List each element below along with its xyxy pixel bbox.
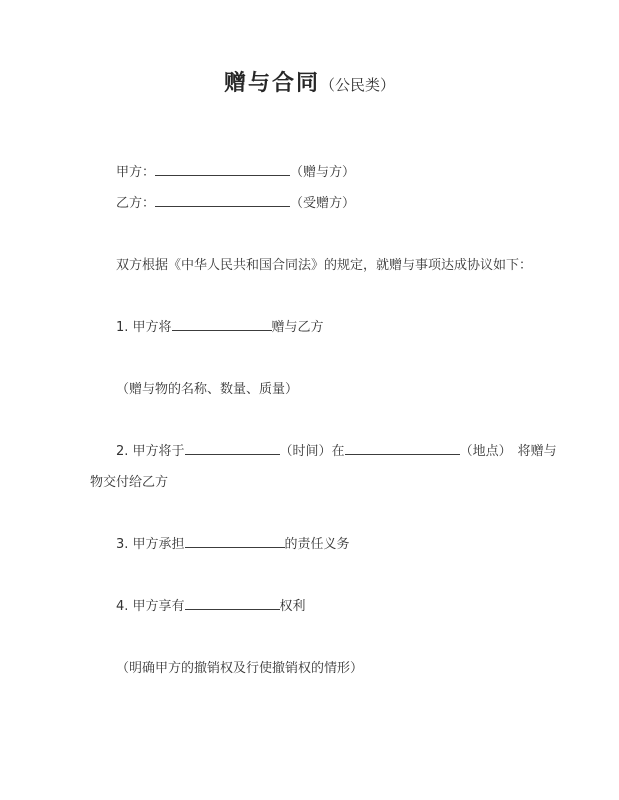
clause-1 — [90, 312, 571, 343]
note-revocation-rights: （明确甲方的撤销权及行使撤销权的情形） — [116, 661, 364, 676]
clause-3 — [90, 529, 571, 560]
clause-3-text-post: 的责任义务 — [284, 537, 350, 552]
party-b-role: （受赠方） — [290, 196, 356, 211]
clause-1-text-pre: 1. 甲方将 — [116, 320, 172, 335]
clause-2-line-1 — [90, 436, 571, 467]
clause-2-text-pre: 2. 甲方将于 — [116, 444, 185, 459]
note-gift-description: （赠与物的名称、数量、质量） — [116, 382, 299, 397]
title-main: 赠与合同 — [223, 71, 320, 96]
intro-paragraph: 双方根据《中华人民共和国合同法》的规定，就赠与事项达成协议如下： — [116, 258, 533, 273]
clause-2-time-blank-field — [185, 440, 280, 455]
clause-4 — [90, 591, 571, 622]
clause-2-text-tail: （地点） — [459, 444, 512, 459]
clause-4-blank-field — [185, 595, 280, 610]
party-b-label: 乙方： — [116, 196, 156, 211]
clause-1-blank-field — [172, 316, 272, 331]
clause-2-line-2: 物交付给乙方 — [90, 475, 169, 490]
clause-2-place-blank-field — [345, 440, 460, 455]
clause-4-text-post: 权利 — [279, 599, 306, 614]
title-suffix: （公民类） — [320, 76, 396, 94]
clause-2-text-tail2: 将赠与 — [517, 444, 557, 459]
clause-1-text-post: 赠与乙方 — [271, 320, 324, 335]
clause-3-blank-field — [185, 533, 285, 548]
party-a-line — [90, 157, 571, 188]
party-a-label: 甲方： — [116, 165, 156, 180]
document-title — [0, 68, 619, 103]
party-a-blank-field — [155, 161, 290, 176]
clause-4-text-pre: 4. 甲方享有 — [116, 599, 185, 614]
clause-3-text-pre: 3. 甲方承担 — [116, 537, 185, 552]
party-a-role: （赠与方） — [290, 165, 356, 180]
party-b-line — [90, 188, 571, 219]
clause-2-text-mid: （时间）在 — [279, 444, 345, 459]
party-b-blank-field — [155, 192, 290, 207]
